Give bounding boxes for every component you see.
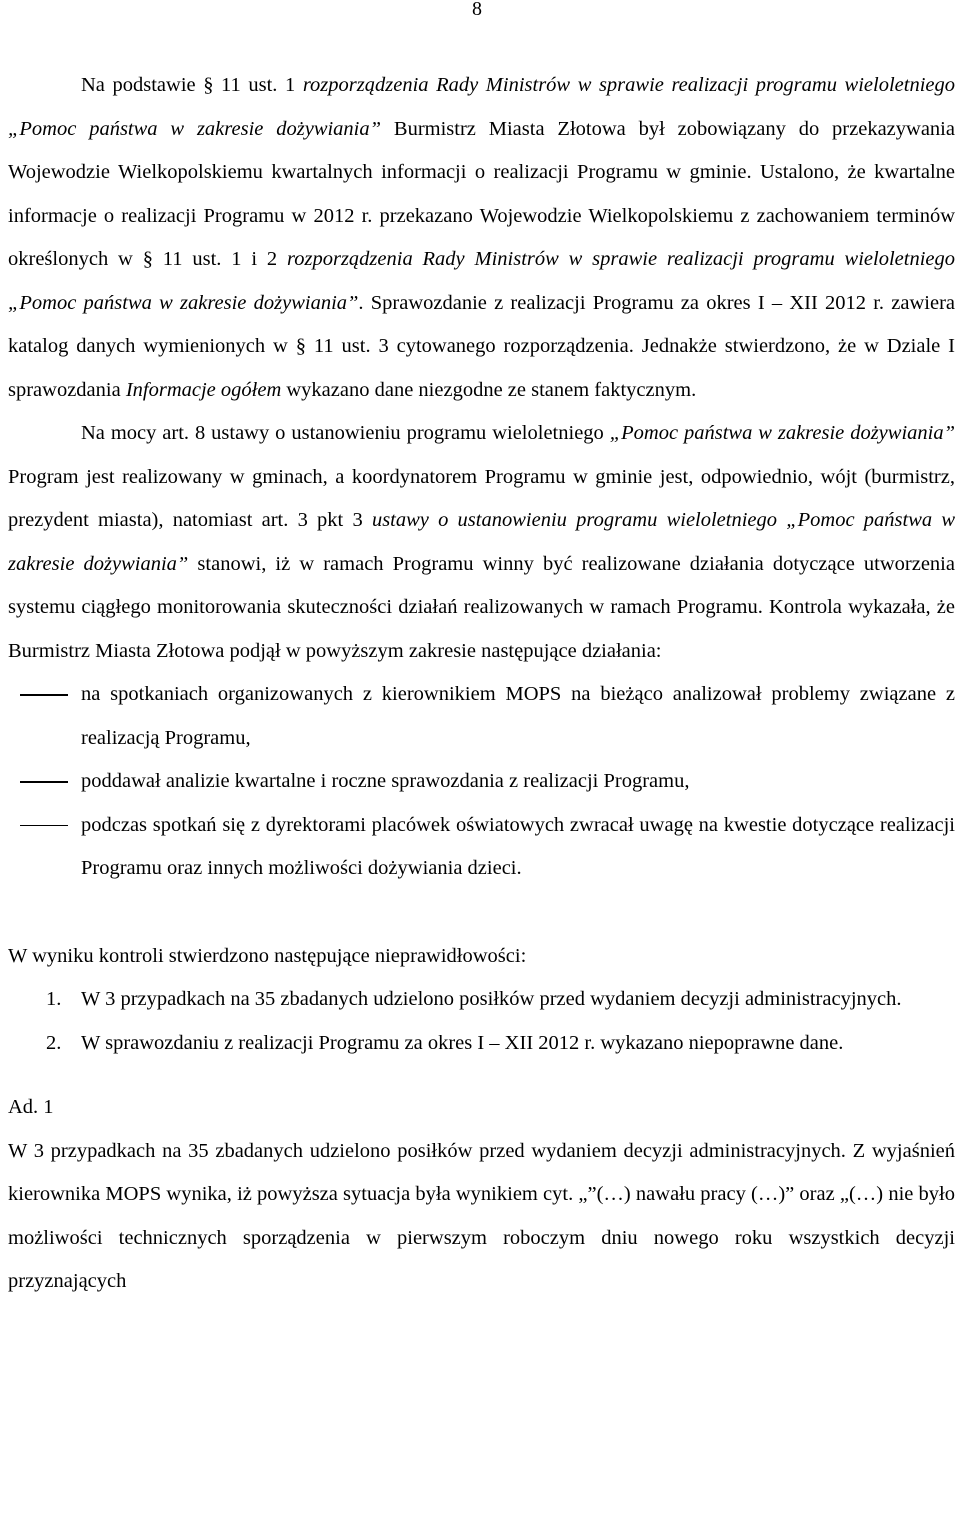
text-run: Burmistrz Miasta Złotowa był zobowiązany do przekazywania Wojewodzie Wielkopolskiemu kwartalnych informacji o realizacji Programu w gminie. Ustalono, że kwartalne informacje o realizacji Programu w 2012 r. przekazano Wojewodzie Wielkopolskiemu z zachowaniem terminów określonych w § 11 ust. 1 i 2 (8, 117, 955, 270)
page-number: 8 (472, 0, 482, 20)
dash-bullet (20, 781, 68, 783)
dash-bullet (20, 825, 68, 827)
regulation-title: rozporządzenia Rady Ministrów w sprawie realizacji programu wieloletniego „Pomoc państwa w zakresie dożywiania” (8, 74, 956, 140)
list-item-text: na spotkaniach organizowanych z kierownikiem MOPS na bieżąco analizował problemy związane z realizacją Programu, (81, 683, 955, 749)
text-run: . Sprawozdanie z realizacji Programu za okres I – XII 2012 r. zawiera katalog danych wymienionych w § 11 ust. 3 cytowanego rozporządzenia. Jednakże stwierdzono, że w Dziale I sprawozdania (8, 291, 955, 401)
findings-intro: W wyniku kontroli stwierdzono następujące nieprawidłowości: (8, 944, 527, 967)
paragraph-reporting (8, 64, 955, 412)
findings-list (8, 978, 955, 1065)
list-item (8, 804, 955, 891)
text-run: Na mocy art. 8 ustawy o ustanowieniu programu wieloletniego (81, 422, 610, 444)
dash-bullet (20, 694, 68, 696)
list-item-text: podczas spotkań się z dyrektorami placówek oświatowych zwracał uwagę na kwestie dotyczące realizacji Programu oraz innych możliwości dożywiania dzieci. (81, 813, 955, 879)
list-item (8, 673, 955, 760)
finding-item (8, 1022, 955, 1066)
finding-number: 2. (46, 1031, 62, 1054)
text-run: wykazano dane niezgodne ze stanem faktycznym. (281, 378, 697, 401)
paragraph-legal-basis (8, 412, 955, 673)
report-section-title: Informacje ogółem (125, 378, 282, 401)
act-title: ustawy o ustanowieniu programu wieloletniego „Pomoc państwa w zakresie dożywiania” (8, 509, 956, 575)
ad1-paragraph: W 3 przypadkach na 35 zbadanych udzielono posiłków przed wydaniem decyzji administracyjnych. Z wyjaśnień kierownika MOPS wynika, iż powyższa sytuacja była wynikiem cyt. „”(…) nawału pracy (…)” oraz „(…) nie było możliwości technicznych sporządzenia w pierwszym roboczym dniu nowego roku wszystkich decyzji przyznających (8, 1139, 955, 1292)
finding-item (8, 978, 955, 1022)
regulation-title: rozporządzenia Rady Ministrów w sprawie realizacji programu wieloletniego „Pomoc państwa w zakresie dożywiania” (8, 248, 955, 314)
document-body (8, 64, 955, 1304)
text-run: stanowi, iż w ramach Programu winny być realizowane działania dotyczące utworzenia systemu ciągłego monitorowania skuteczności działań realizowanych w ramach Programu. Kontrola wykazała, że Burmistrz Miasta Złotowa podjął w powyższym zakresie następujące działania: (8, 552, 955, 662)
finding-text: W sprawozdaniu z realizacji Programu za okres I – XII 2012 r. wykazano niepoprawne dane. (81, 1031, 844, 1054)
list-item (8, 760, 955, 804)
list-item-text: poddawał analizie kwartalne i roczne sprawozdania z realizacji Programu, (81, 770, 690, 792)
finding-text: W 3 przypadkach na 35 zbadanych udzielono posiłków przed wydaniem decyzji administracyjnych. (81, 988, 902, 1010)
actions-list (8, 673, 955, 891)
text-run: Na podstawie § 11 ust. 1 (81, 74, 303, 96)
program-title: „Pomoc państwa w zakresie dożywiania” (609, 422, 955, 444)
ad1-heading: Ad. 1 (8, 1096, 54, 1118)
text-run: Program jest realizowany w gminach, a koordynatorem Programu w gminie jest, odpowiednio, wójt (burmistrz, prezydent miasta), natomiast art. 3 pkt 3 (8, 465, 955, 531)
finding-number: 1. (46, 988, 62, 1010)
